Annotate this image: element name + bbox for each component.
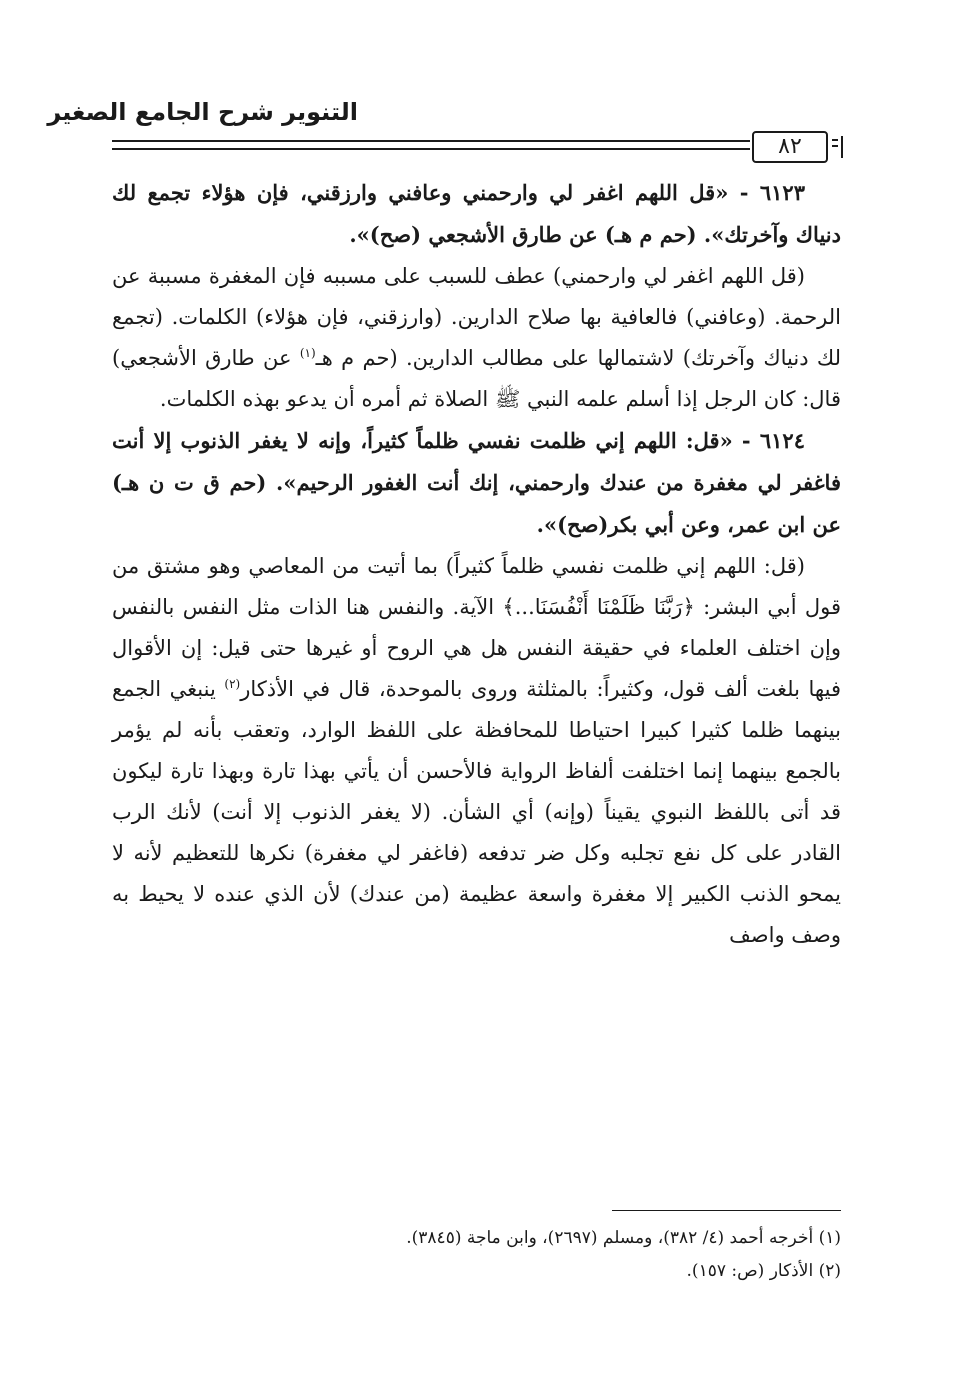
commentary-text: (قل: اللهم إني ظلمت نفسي ظلماً كثيراً) بما أتيت من المعاصي وهو مشتق من قول أبي البشر: ﴿رَبَّنَا ظَلَمْنَا أَنْفُسَنَا...﴾ الآية. والنفس هنا الذات مثل النفس بالنفس وإن اختلف العلماء في حقيقة النفس هل هي الروح أو غيرها حتى قيل: إن الأقوال فيها بلغت ألف قول، وكثيراً: بالمثلثة وروى بالموحدة، قال في الأذكار (112, 554, 841, 701)
hadith-text: «قل: اللهم إني ظلمت نفسي ظلماً كثيراً، وإنه لا يغفر الذنوب إلا أنت فاغفر لي مغفرة من عندك وارحمني، إنك أنت الغفور الرحيم». (حم ق ت ن هـ) عن ابن عمر، وعن أبي بكر(صح)». (112, 428, 841, 537)
footnote-ref-1: (١) (299, 346, 316, 360)
header-rule-bottom (112, 148, 750, 150)
hadith-6123: ٦١٢٣ - «قل اللهم اغفر لي وارحمني وعافني وارزقني، فإن هؤلاء تجمع لك دنياك وآخرتك». (حم م هـ) عن طارق الأشجعي (صح)». (112, 180, 841, 247)
page-number: ٨٢ (752, 131, 828, 163)
footnote-ref-2: (٢) (224, 677, 241, 691)
page-number-ornament (832, 136, 846, 158)
footnotes (112, 1222, 841, 1288)
commentary-6123 (112, 256, 841, 420)
commentary-text: ينبغي الجمع بينهما ظلما كثيرا كبيرا احتياطا للمحافظة على اللفظ الوارد، وتعقب بأنه لم يؤمر بالجمع بينهما إنما اختلفت ألفاظ الرواية فالأحسن أن يأتي بهذا تارة وبهذا تارة ليكون قد أتى باللفظ النبوي يقيناً (وإنه) أي الشأن. (لا يغفر الذنوب إلا أنت) لأنك الرب القادر على كل نفع تجلبه وكل ضر تدفعه (فاغفر لي مغفرة) نكرها للتعظيم لأنه لا يمحو الذنب الكبير إلا مغفرة واسعة عظيمة (من عندك) لأن الذي عنده لا يحيط به وصف واصف (112, 677, 841, 947)
running-header-title: التنوير شرح الجامع الصغير (47, 98, 358, 126)
header-rule-top (112, 140, 750, 142)
main-text (112, 172, 841, 956)
footnote-1: (١) أخرجه أحمد (٤/ ٣٨٢)، ومسلم (٢٦٩٧)، وابن ماجة (٣٨٤٥). (406, 1228, 841, 1248)
commentary-6124 (112, 546, 841, 956)
footnote-separator (612, 1210, 841, 1211)
hadith-number: ٦١٢٤ (759, 428, 805, 453)
header-double-rule (112, 140, 750, 152)
commentary-text: عن طارق الأشجعي) قال: كان الرجل إذا أسلم علمه النبي ﷺ الصلاة ثم أمره أن يدعو بهذه الكلمات. (112, 346, 841, 411)
hadith-6124: ٦١٢٤ - «قل: اللهم إني ظلمت نفسي ظلماً كثيراً، وإنه لا يغفر الذنوب إلا أنت فاغفر لي مغفرة من عندك وارحمني، إنك أنت الغفور الرحيم». (حم ق ت ن هـ) عن ابن عمر، وعن أبي بكر(صح)». (112, 428, 841, 537)
hadith-number: ٦١٢٣ (759, 180, 805, 205)
footnote-2: (٢) الأذكار (ص: ١٥٧). (686, 1261, 841, 1281)
commentary-text: (قل اللهم اغفر لي وارحمني) عطف للسبب على مسببه فإن المغفرة مسببة عن الرحمة. (وعافني) فالعافية بها صلاح الدارين. (وارزقني، فإن هؤلاء) الكلمات. (تجمع لك دنياك وآخرتك) لاشتمالها على مطالب الدارين. (حم م هـ (112, 264, 841, 370)
hadith-text: «قل اللهم اغفر لي وارحمني وعافني وارزقني، فإن هؤلاء تجمع لك دنياك وآخرتك». (حم م هـ) عن طارق الأشجعي (صح)». (112, 180, 841, 247)
